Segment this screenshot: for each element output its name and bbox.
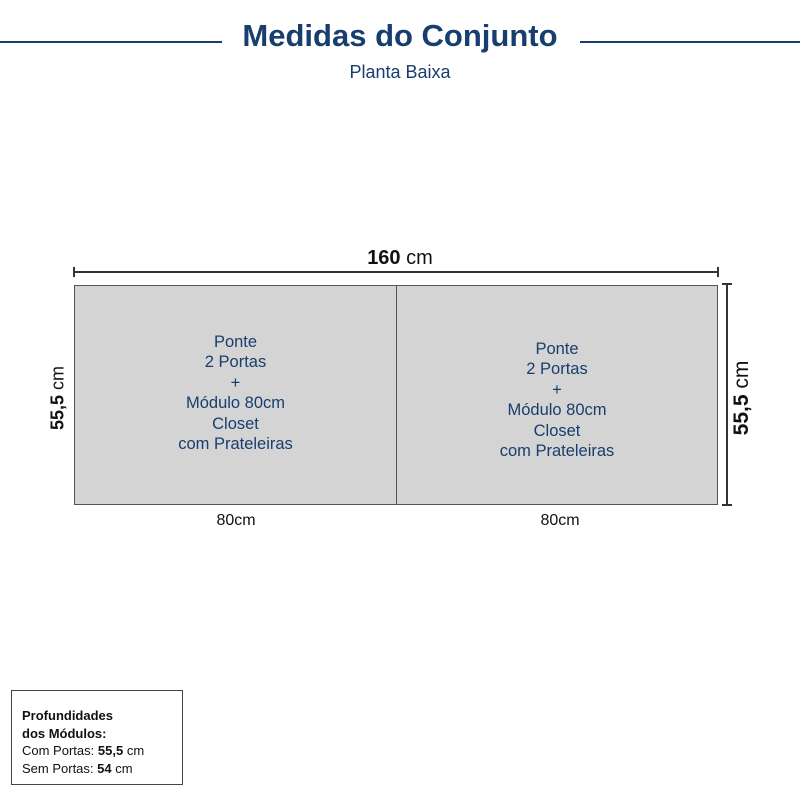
total-width-label — [0, 247, 800, 270]
module-left-text — [178, 332, 293, 455]
dimension-tick-left — [73, 267, 75, 277]
notes-heading-line2: dos Módulos: — [22, 725, 107, 741]
module-left-line: 2 Portas — [204, 353, 267, 371]
module-right-line: + — [552, 380, 562, 399]
module-right-width-label: 80cm — [540, 512, 580, 529]
depth-left-value: 55,5 — [47, 394, 68, 431]
depth-right-value: 55,5 — [730, 394, 753, 436]
module-left — [74, 285, 397, 505]
depth-right-label — [730, 361, 754, 436]
module-right-line: Ponte — [535, 339, 579, 358]
depth-tick-top — [722, 283, 732, 285]
module-right-text — [500, 339, 615, 462]
without-doors-value: 54 — [97, 760, 112, 776]
total-width-value: 160 — [367, 247, 401, 269]
module-right-line: 2 Portas — [526, 360, 588, 378]
depth-left-unit: cm — [47, 365, 68, 390]
total-width-dimension-line — [73, 271, 719, 273]
notes-heading-line1: Profundidades — [22, 708, 114, 723]
depth-left-label — [48, 366, 69, 430]
notes-with-doors — [22, 742, 182, 760]
page-title: Medidas do Conjunto — [242, 18, 558, 53]
module-left-width-label: 80cm — [216, 512, 256, 529]
module-left-line: com Prateleiras — [178, 435, 293, 453]
module-left-line: Ponte — [213, 332, 258, 351]
total-width-unit: cm — [406, 247, 433, 269]
depth-dimension-line — [726, 283, 728, 506]
without-doors-unit: cm — [115, 760, 133, 776]
module-left-line: + — [230, 373, 241, 392]
with-doors-unit: cm — [126, 743, 145, 758]
depth-tick-bottom — [722, 504, 732, 506]
module-left-line: Módulo 80cm — [185, 394, 286, 412]
header-rule-right — [580, 41, 800, 43]
with-doors-value: 55,5 — [97, 743, 124, 758]
with-doors-label: Com Portas: — [22, 743, 95, 758]
page-subtitle: Planta Baixa — [349, 62, 451, 82]
depth-notes-box — [11, 690, 183, 785]
module-right-line: Closet — [533, 421, 581, 440]
dimension-tick-right — [717, 267, 719, 277]
depth-right-unit: cm — [730, 360, 753, 389]
module-left-line: Closet — [212, 414, 259, 433]
module-right-line: com Prateleiras — [499, 442, 615, 460]
module-right — [396, 285, 718, 505]
module-right-line: Módulo 80cm — [507, 401, 607, 419]
without-doors-label: Sem Portas: — [22, 760, 94, 776]
notes-without-doors — [22, 760, 182, 778]
